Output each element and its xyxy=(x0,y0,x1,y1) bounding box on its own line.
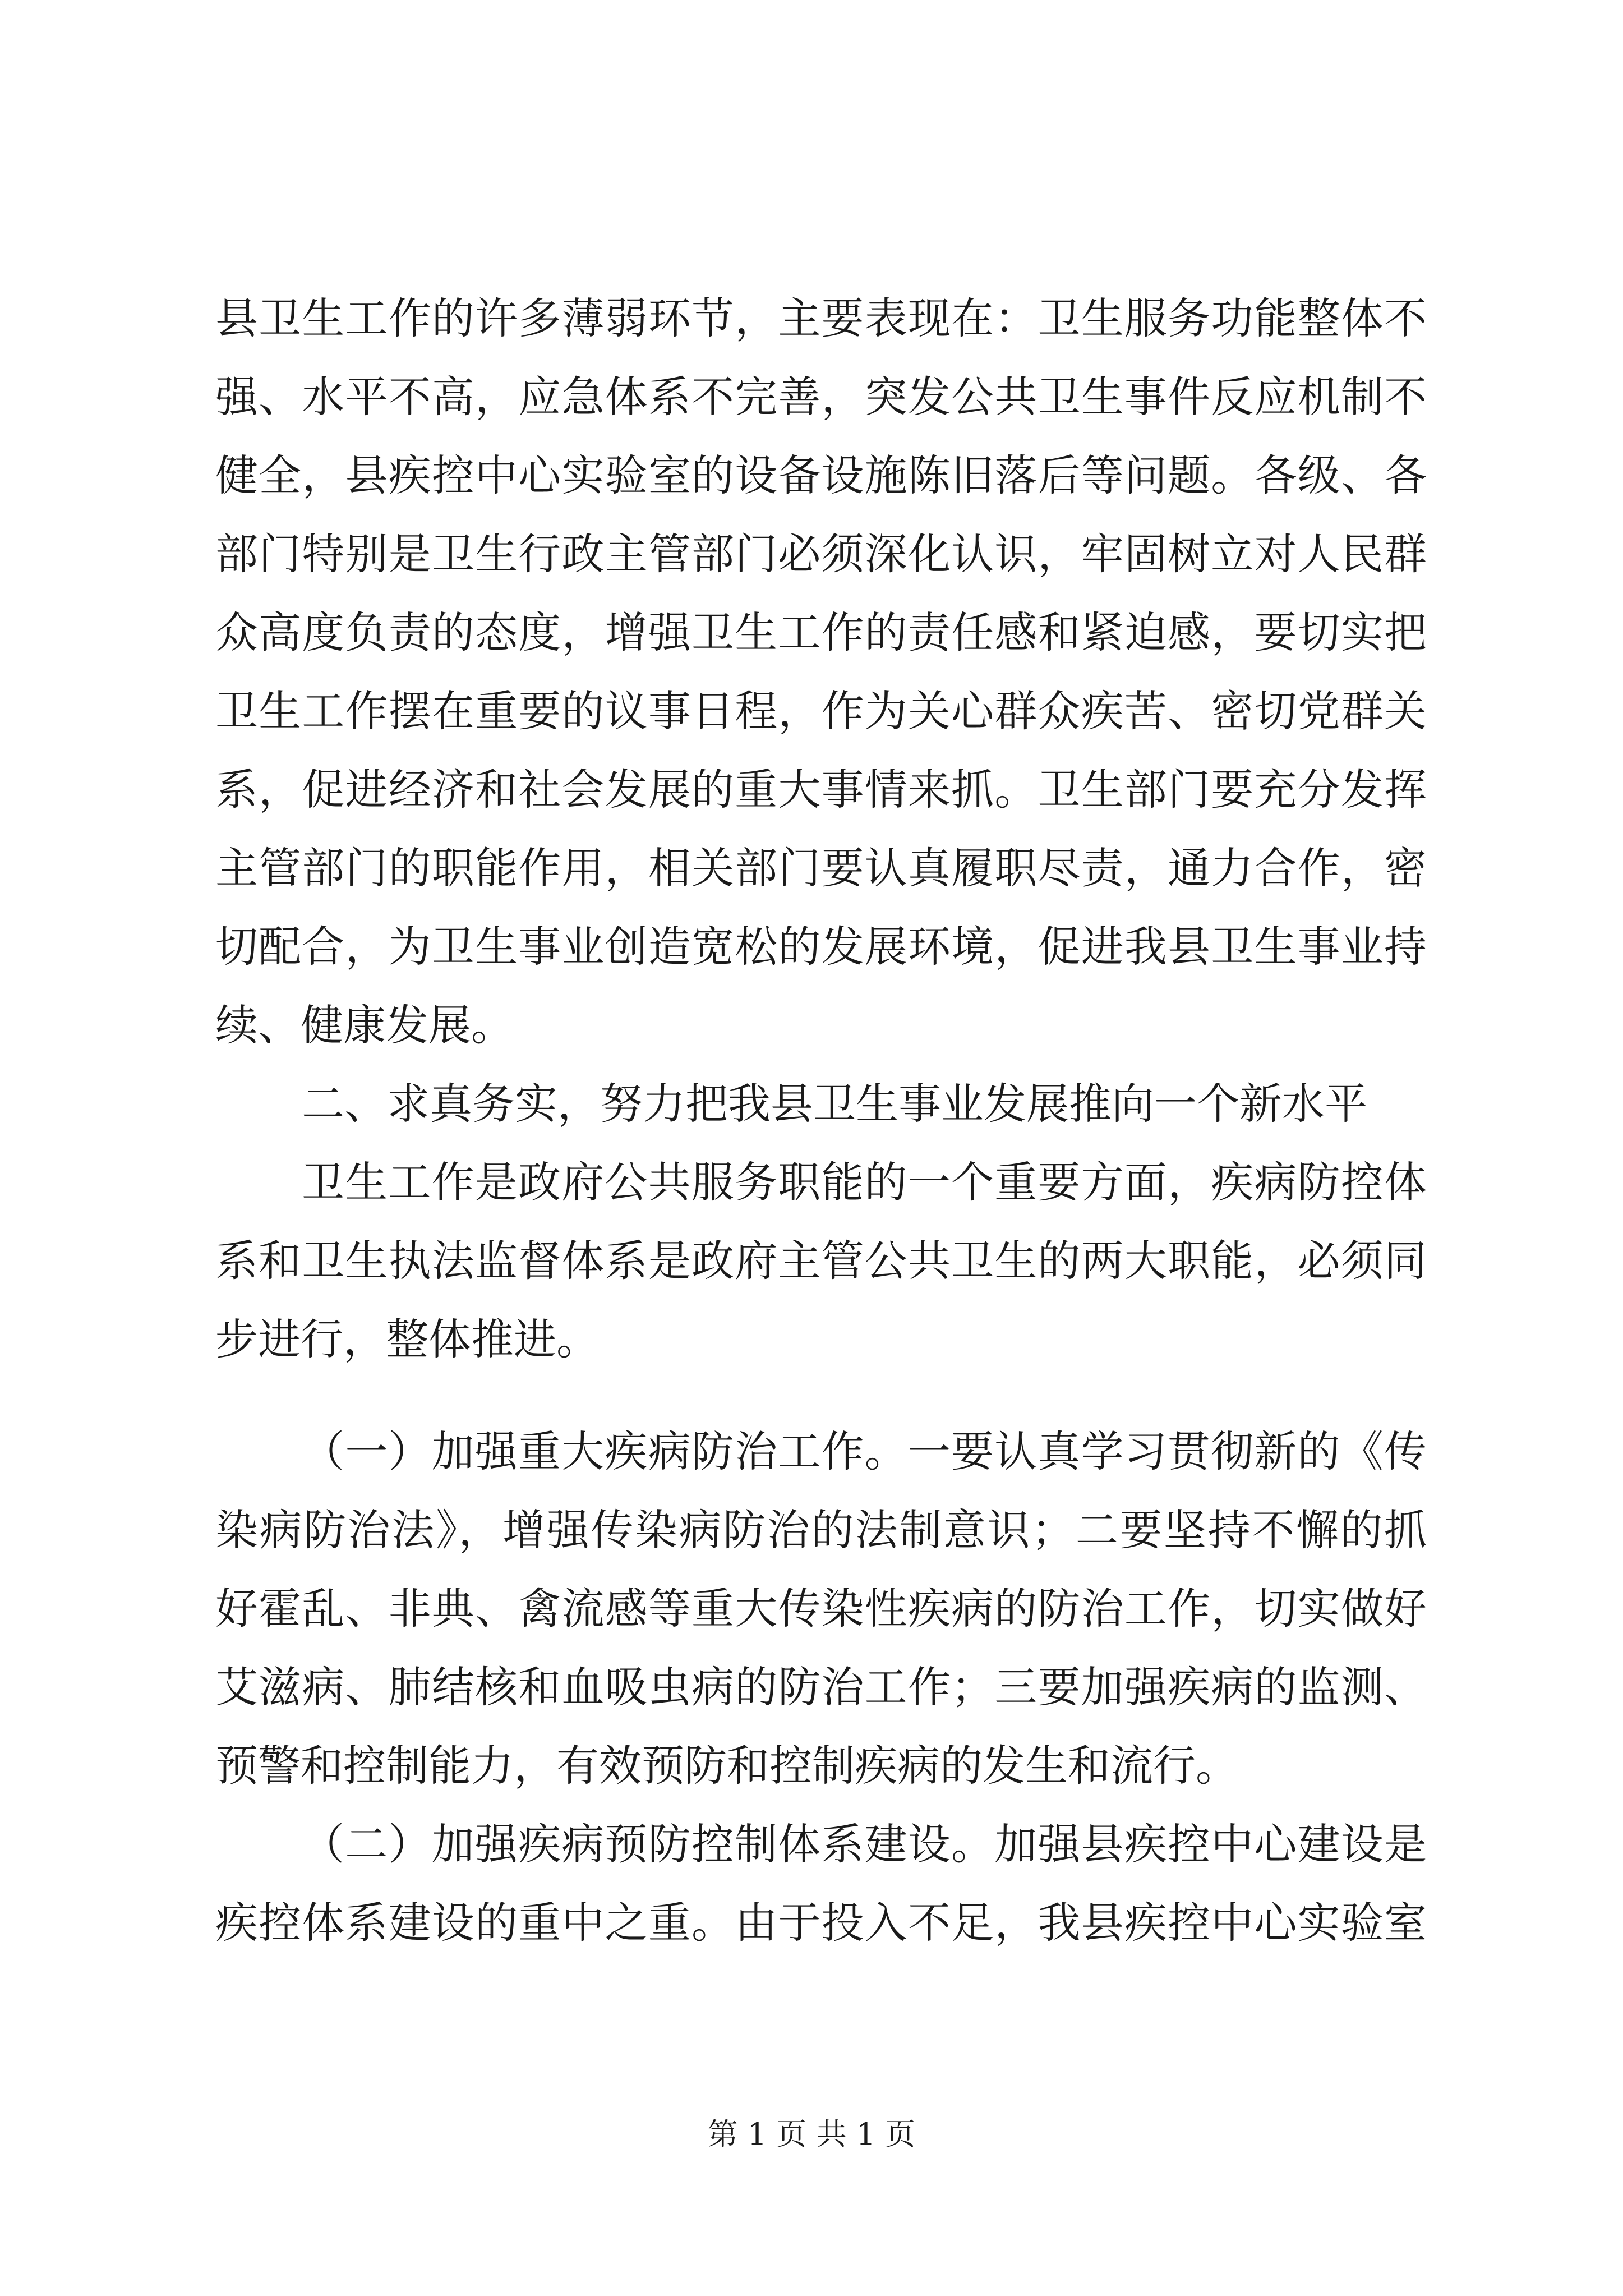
section-heading: 二、求真务实，努力把我县卫生事业发展推向一个新水平 xyxy=(302,1079,1367,1129)
body-line-5: 众高度负责的态度，增强卫生工作的责任感和紧迫感，要切实把 xyxy=(215,608,1427,657)
body-line-3: 健全，县疾控中心实验室的设备设施陈旧落后等问题。各级、各 xyxy=(215,450,1427,500)
body-line-13: 系和卫生执法监督体系是政府主管公共卫生的两大职能，必须同 xyxy=(215,1236,1427,1286)
body-line-12: 卫生工作是政府公共服务职能的一个重要方面，疾病防控体 xyxy=(302,1157,1427,1207)
body-line-16: 染病防治法》，增强传染病防治的法制意识；二要坚持不懈的抓 xyxy=(215,1505,1427,1555)
body-line-21: 疾控体系建设的重中之重。由于投入不足，我县疾控中心实验室 xyxy=(215,1898,1427,1948)
body-line-1: 县卫生工作的许多薄弱环节，主要表现在：卫生服务功能整体不 xyxy=(215,293,1427,343)
body-line-6: 卫生工作摆在重要的议事日程，作为关心群众疾苦、密切党群关 xyxy=(215,686,1427,736)
body-line-8: 主管部门的职能作用，相关部门要认真履职尽责，通力合作，密 xyxy=(215,843,1427,893)
body-line-18: 艾滋病、肺结核和血吸虫病的防治工作；三要加强疾病的监测、 xyxy=(215,1662,1427,1712)
body-line-7: 系，促进经济和社会发展的重大事情来抓。卫生部门要充分发挥 xyxy=(215,765,1427,815)
body-line-2: 强、水平不高，应急体系不完善，突发公共卫生事件反应机制不 xyxy=(215,372,1427,422)
body-line-10: 续、健康发展。 xyxy=(215,1000,514,1050)
body-line-20: （二）加强疾病预防控制体系建设。加强县疾控中心建设是 xyxy=(302,1819,1427,1869)
body-line-14: 步进行，整体推进。 xyxy=(215,1314,599,1364)
body-line-9: 切配合，为卫生事业创造宽松的发展环境，促进我县卫生事业持 xyxy=(215,922,1427,972)
body-line-4: 部门特别是卫生行政主管部门必须深化认识，牢固树立对人民群 xyxy=(215,529,1427,579)
body-line-15: （一）加强重大疾病防治工作。一要认真学习贯彻新的《传 xyxy=(302,1427,1427,1476)
page-footer: 第 1 页 共 1 页 xyxy=(707,2116,916,2152)
body-line-19: 预警和控制能力，有效预防和控制疾病的发生和流行。 xyxy=(215,1741,1238,1791)
body-line-17: 好霍乱、非典、禽流感等重大传染性疾病的防治工作，切实做好 xyxy=(215,1584,1427,1634)
